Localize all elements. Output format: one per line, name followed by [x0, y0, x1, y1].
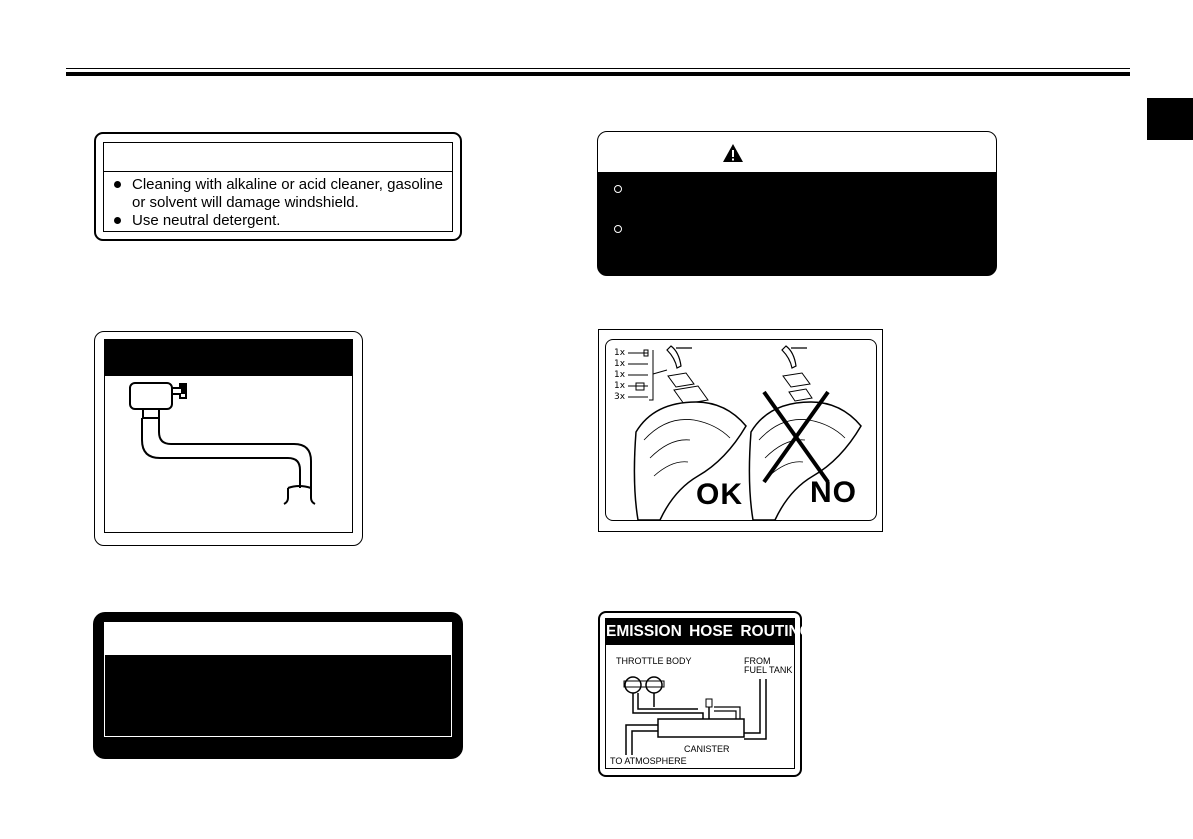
toolkit-label-frame [605, 339, 877, 521]
tool-count-5: 3x [614, 392, 626, 402]
hose-diagram-icon [105, 376, 352, 531]
warning-triangle-icon [722, 143, 744, 163]
emission-hose-label [598, 611, 812, 777]
black-label-header [105, 623, 451, 655]
header-rule-thin [66, 68, 1130, 69]
windshield-label-list [104, 172, 452, 230]
emission-label-frame [605, 618, 812, 769]
ok-text: OK [696, 478, 743, 511]
windshield-bullet-1: Cleaning with alkaline or acid cleaner, gasoline or solvent will damage windshield. [104, 176, 452, 212]
black-caution-label [93, 612, 463, 759]
header-rule [66, 72, 1130, 76]
warning-label-header [598, 132, 996, 173]
tool-count-2: 1x [614, 359, 626, 369]
section-tab [1147, 98, 1193, 140]
emission-label-title: EMISSION HOSE ROUTING [606, 619, 794, 645]
hose-label-header [105, 340, 352, 376]
to-atmosphere-text: TO ATMOSPHERE [610, 756, 687, 766]
throttle-body-text: THROTTLE BODY [616, 656, 692, 666]
emission-hose-diagram [606, 619, 798, 769]
windshield-label-header [104, 143, 452, 172]
tool-count-4: 1x [614, 381, 626, 391]
hose-label-frame [104, 339, 353, 533]
toolkit-storage-label [598, 329, 883, 532]
black-label-frame [104, 622, 452, 737]
from-text: FROM [744, 656, 771, 666]
fuel-tank-text: FUEL TANK [744, 665, 793, 675]
tool-count-3: 1x [614, 370, 626, 380]
warning-label [597, 131, 997, 276]
no-text: NO [810, 476, 857, 509]
canister-text: CANISTER [684, 744, 730, 754]
hose-label [94, 331, 363, 546]
windshield-bullet-2: Use neutral detergent. [104, 212, 452, 230]
windshield-cleaning-label [94, 132, 462, 241]
windshield-label-frame [103, 142, 453, 232]
warning-bullet-2 [614, 225, 622, 233]
tool-count-1: 1x [614, 348, 626, 358]
warning-bullet-1 [614, 185, 622, 193]
